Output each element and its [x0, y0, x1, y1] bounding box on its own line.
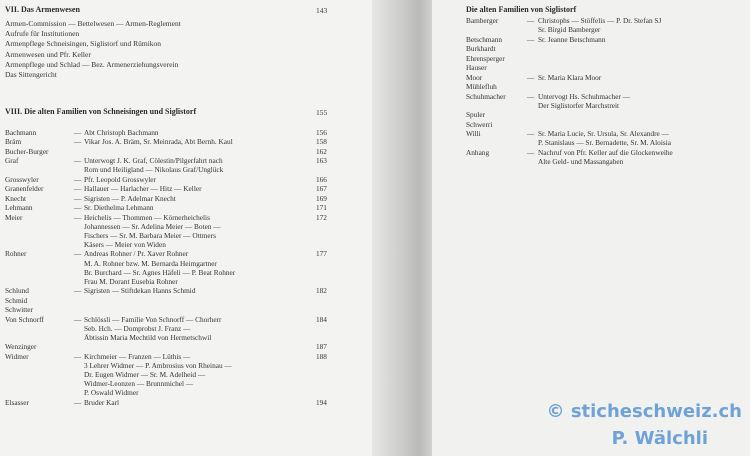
- page-number: 187: [316, 342, 327, 352]
- family-name: Lehmann: [5, 203, 33, 213]
- family-row: [432, 16, 750, 34]
- family-name: Schwitter: [5, 305, 33, 315]
- left-page: [0, 0, 372, 456]
- entry-line: Johannessen — Sr. Adelina Meier — Boten —: [84, 221, 221, 231]
- entry-line: Sigristen — P. Adelmar Knecht: [84, 193, 176, 203]
- entry-line: Frau M. Dorant Eusebia Rohner: [84, 276, 178, 286]
- entry-line: Bruder Karl: [84, 397, 120, 407]
- section-line: Aufrufe für Institutionen: [5, 29, 80, 39]
- entry-line: Untervogt Hs. Schuhmacher —: [538, 91, 631, 101]
- entry-line: Br. Burchard — Sr. Agnes Häfeli — P. Beat Rohner: [84, 267, 236, 277]
- family-name: Granenfelder: [5, 184, 44, 194]
- family-row: [0, 249, 372, 285]
- family-name: Graf: [5, 156, 19, 166]
- family-entries: [538, 92, 748, 110]
- entry-dash: —: [527, 147, 535, 157]
- entry-dash: —: [74, 128, 82, 137]
- entry-line: Heichelis — Thommen — Körnerheichelis: [84, 212, 210, 222]
- family-entries: [84, 128, 310, 137]
- entry-dash: —: [74, 156, 82, 166]
- entry-line: Sr. Diethelma Lehmann: [84, 203, 154, 213]
- entry-line: Alte Geld- und Massangaben: [538, 156, 624, 166]
- section-line: Das Sittengericht: [5, 70, 57, 79]
- family-entries: [84, 203, 310, 212]
- family-entries: [84, 249, 310, 285]
- family-name: Ehrensperger: [466, 53, 505, 63]
- family-entries: [84, 352, 310, 397]
- page-number: 156: [316, 128, 327, 137]
- book-gutter: [372, 0, 432, 456]
- family-row: [0, 147, 372, 156]
- family-name: Spuler: [466, 110, 486, 120]
- family-name: Betschmann: [466, 34, 503, 44]
- page-number: 177: [316, 249, 327, 259]
- family-name: Meier: [5, 212, 23, 222]
- family-row: [432, 148, 750, 166]
- entry-line: Sr. Jeanne Betschmann: [538, 34, 606, 44]
- entry-line: P. Oswald Widmer: [84, 388, 139, 398]
- page-number: 184: [316, 314, 327, 324]
- family-name: Moor: [466, 72, 483, 82]
- family-row: [432, 129, 750, 147]
- entry-line: Unterwogt J. K. Graf, Cölestin/Pilgerfahrt nach: [84, 156, 223, 166]
- section-page-number: 155: [316, 108, 328, 117]
- page-number: 162: [316, 146, 327, 156]
- family-row: [432, 44, 750, 53]
- family-entries: [538, 73, 748, 82]
- family-entries: [538, 148, 748, 166]
- page-number: 169: [316, 193, 327, 203]
- entry-line: Kirchmeier — Franzen — Lüthis —: [84, 351, 191, 361]
- family-row: [0, 203, 372, 212]
- family-entries: [84, 137, 310, 146]
- entry-line: Der Siglistorfer Marchstreit: [538, 100, 620, 110]
- family-row: [0, 137, 372, 146]
- family-entries: [84, 194, 310, 203]
- family-row: [0, 305, 372, 314]
- family-row: [432, 120, 750, 129]
- watermark-author: P. Wälchli: [611, 428, 708, 449]
- section-heading-siglistorf: Die alten Familien von Siglistorf: [466, 5, 577, 14]
- family-name: Mühlefluh: [466, 82, 497, 92]
- family-name: Bräm: [5, 137, 22, 147]
- section-line: Armenwesen und Pfr. Keller: [5, 49, 91, 59]
- family-row: [0, 156, 372, 174]
- section-page-number: 143: [316, 6, 328, 15]
- page-number: 182: [316, 286, 327, 296]
- family-row: [432, 82, 750, 91]
- family-name: Schuhmacher: [466, 91, 506, 101]
- entry-dash: —: [74, 212, 82, 222]
- family-name: Bamberger: [466, 16, 499, 25]
- entry-dash: —: [527, 16, 535, 25]
- section-line: Armenpflege und Schlad — Bez. Armenerziehungsverein: [5, 59, 179, 69]
- entry-line: Käsers — Meier von Widen: [84, 239, 166, 249]
- entry-dash: —: [74, 314, 82, 324]
- entry-line: Widmer-Leonzen — Brunnmichel —: [84, 378, 194, 388]
- entry-line: P. Stanislaus — Sr. Bernadette, Sr. M. Aloisia: [538, 138, 671, 148]
- family-entries: [538, 16, 748, 34]
- family-name: Rohner: [5, 249, 27, 259]
- family-row: [0, 398, 372, 407]
- family-row: [0, 175, 372, 184]
- family-row: [0, 342, 372, 351]
- family-name: Schlund: [5, 286, 29, 296]
- entry-dash: —: [74, 286, 82, 296]
- entry-line: Rom und Heiligland — Nikolaus Graf/Unglück: [84, 165, 224, 175]
- family-name: Wenzinger: [5, 342, 37, 352]
- family-row: [432, 92, 750, 110]
- page-number: 188: [316, 351, 327, 361]
- family-row: [0, 296, 372, 305]
- entry-dash: —: [74, 397, 82, 407]
- entry-line: Sigristen — Stiftdekan Hanns Schmid: [84, 286, 196, 296]
- page-number: 172: [316, 212, 327, 222]
- page-number: 167: [316, 184, 327, 194]
- watermark-copyright: © sticheschweiz.ch: [546, 401, 742, 422]
- section-line: Armenpflege Schneisingen, Siglistorf und Rümikon: [5, 39, 162, 49]
- entry-line: M. A. Rohner bzw. M. Bernarda Heimgartner: [84, 258, 217, 268]
- right-page: [432, 0, 750, 456]
- family-name: Widmer: [5, 351, 29, 361]
- entry-dash: —: [74, 184, 82, 194]
- family-name: Bucher-Burger: [5, 146, 49, 156]
- family-row: [432, 54, 750, 63]
- entry-dash: —: [527, 72, 535, 82]
- entry-line: Pfr. Leopold Grosswyler: [84, 174, 156, 184]
- page-number: 166: [316, 174, 327, 184]
- entry-line: Äbtissin Maria Mechtild von Hermetschwil: [84, 332, 212, 342]
- entry-line: Schlössli — Familie Von Schnorff — Chorherr: [84, 314, 222, 324]
- page-number: 163: [316, 156, 327, 166]
- entry-dash: —: [74, 203, 82, 213]
- family-entries: [84, 184, 310, 193]
- family-row: [0, 315, 372, 342]
- section-heading-alte-familien: VIII. Die alten Familien von Schneisingen und Siglistorf: [5, 107, 197, 116]
- family-entries: [538, 35, 748, 44]
- entry-line: Nachruf von Pfr. Keller auf die Glockenweihe: [538, 147, 673, 157]
- section-heading-armenwesen: VII. Das Armenwesen: [5, 5, 80, 14]
- family-name: Anhang: [466, 147, 490, 157]
- entry-line: Sr. Maria Klara Moor: [538, 72, 602, 82]
- entry-line: Abt Christoph Bachmann: [84, 128, 159, 137]
- entry-line: Hallauer — Harlacher — Hitz — Keller: [84, 184, 202, 194]
- family-entries: [84, 175, 310, 184]
- entry-line: Sr. Maria Lucie, Sr. Ursula, Sr. Alexandre —: [538, 129, 669, 139]
- family-row: [432, 63, 750, 72]
- entry-dash: —: [527, 129, 535, 139]
- family-row: [0, 352, 372, 398]
- entry-line: Fischers — Sr. M. Barbara Meier — Ottmers: [84, 230, 216, 240]
- family-entries: [84, 286, 310, 295]
- family-name: Grosswyler: [5, 174, 39, 184]
- family-name: Willi: [466, 129, 481, 139]
- entry-dash: —: [527, 34, 535, 44]
- entry-line: Sr. Birgid Bamberger: [538, 25, 601, 35]
- family-entries: [84, 315, 310, 342]
- entry-dash: —: [527, 91, 535, 101]
- family-row: [0, 184, 372, 193]
- family-row: [0, 128, 372, 137]
- entry-line: Seb. Hch. — Domprobst J. Franz —: [84, 323, 191, 333]
- entry-dash: —: [74, 351, 82, 361]
- family-name: Hauser: [466, 63, 487, 73]
- family-name: Elsasser: [5, 397, 29, 407]
- family-entries: [84, 213, 310, 249]
- section-line: Armen-Commission — Bettelwesen — Armen-Reglement: [5, 19, 181, 28]
- family-row: [432, 73, 750, 82]
- page-number: 171: [316, 203, 327, 213]
- family-name: Von Schnorff: [5, 314, 44, 324]
- entry-line: Christophs — Stöffelis — P. Dr. Stefan SJ: [538, 16, 662, 25]
- entry-dash: —: [74, 174, 82, 184]
- family-row: [0, 194, 372, 203]
- entry-line: Andreas Rohner / Pr. Xaver Rohner: [84, 249, 189, 259]
- page-number: 158: [316, 137, 327, 147]
- entry-line: Dr. Eugen Widmer — Sr. M. Adelheid —: [84, 369, 206, 379]
- family-name: Schwerri: [466, 119, 493, 129]
- page-number: 194: [316, 397, 327, 407]
- entry-line: Vikar Jos. A. Bräm, Sr. Meinrada, Abt Bernh. Kaul: [84, 137, 233, 147]
- entry-dash: —: [74, 193, 82, 203]
- family-name: Bachmann: [5, 128, 37, 137]
- entry-dash: —: [74, 249, 82, 259]
- family-row: [0, 213, 372, 249]
- family-row: [432, 35, 750, 44]
- family-row: [432, 110, 750, 119]
- entry-line: 3 Lehrer Widmer — P. Ambrosius von Rheinau —: [84, 360, 232, 370]
- family-entries: [84, 156, 310, 174]
- entry-dash: —: [74, 137, 82, 147]
- family-name: Knecht: [5, 193, 27, 203]
- family-name: Burkhardt: [466, 44, 496, 54]
- family-entries: [84, 398, 310, 407]
- family-entries: [538, 129, 748, 147]
- family-row: [0, 286, 372, 295]
- family-name: Schmid: [5, 295, 28, 305]
